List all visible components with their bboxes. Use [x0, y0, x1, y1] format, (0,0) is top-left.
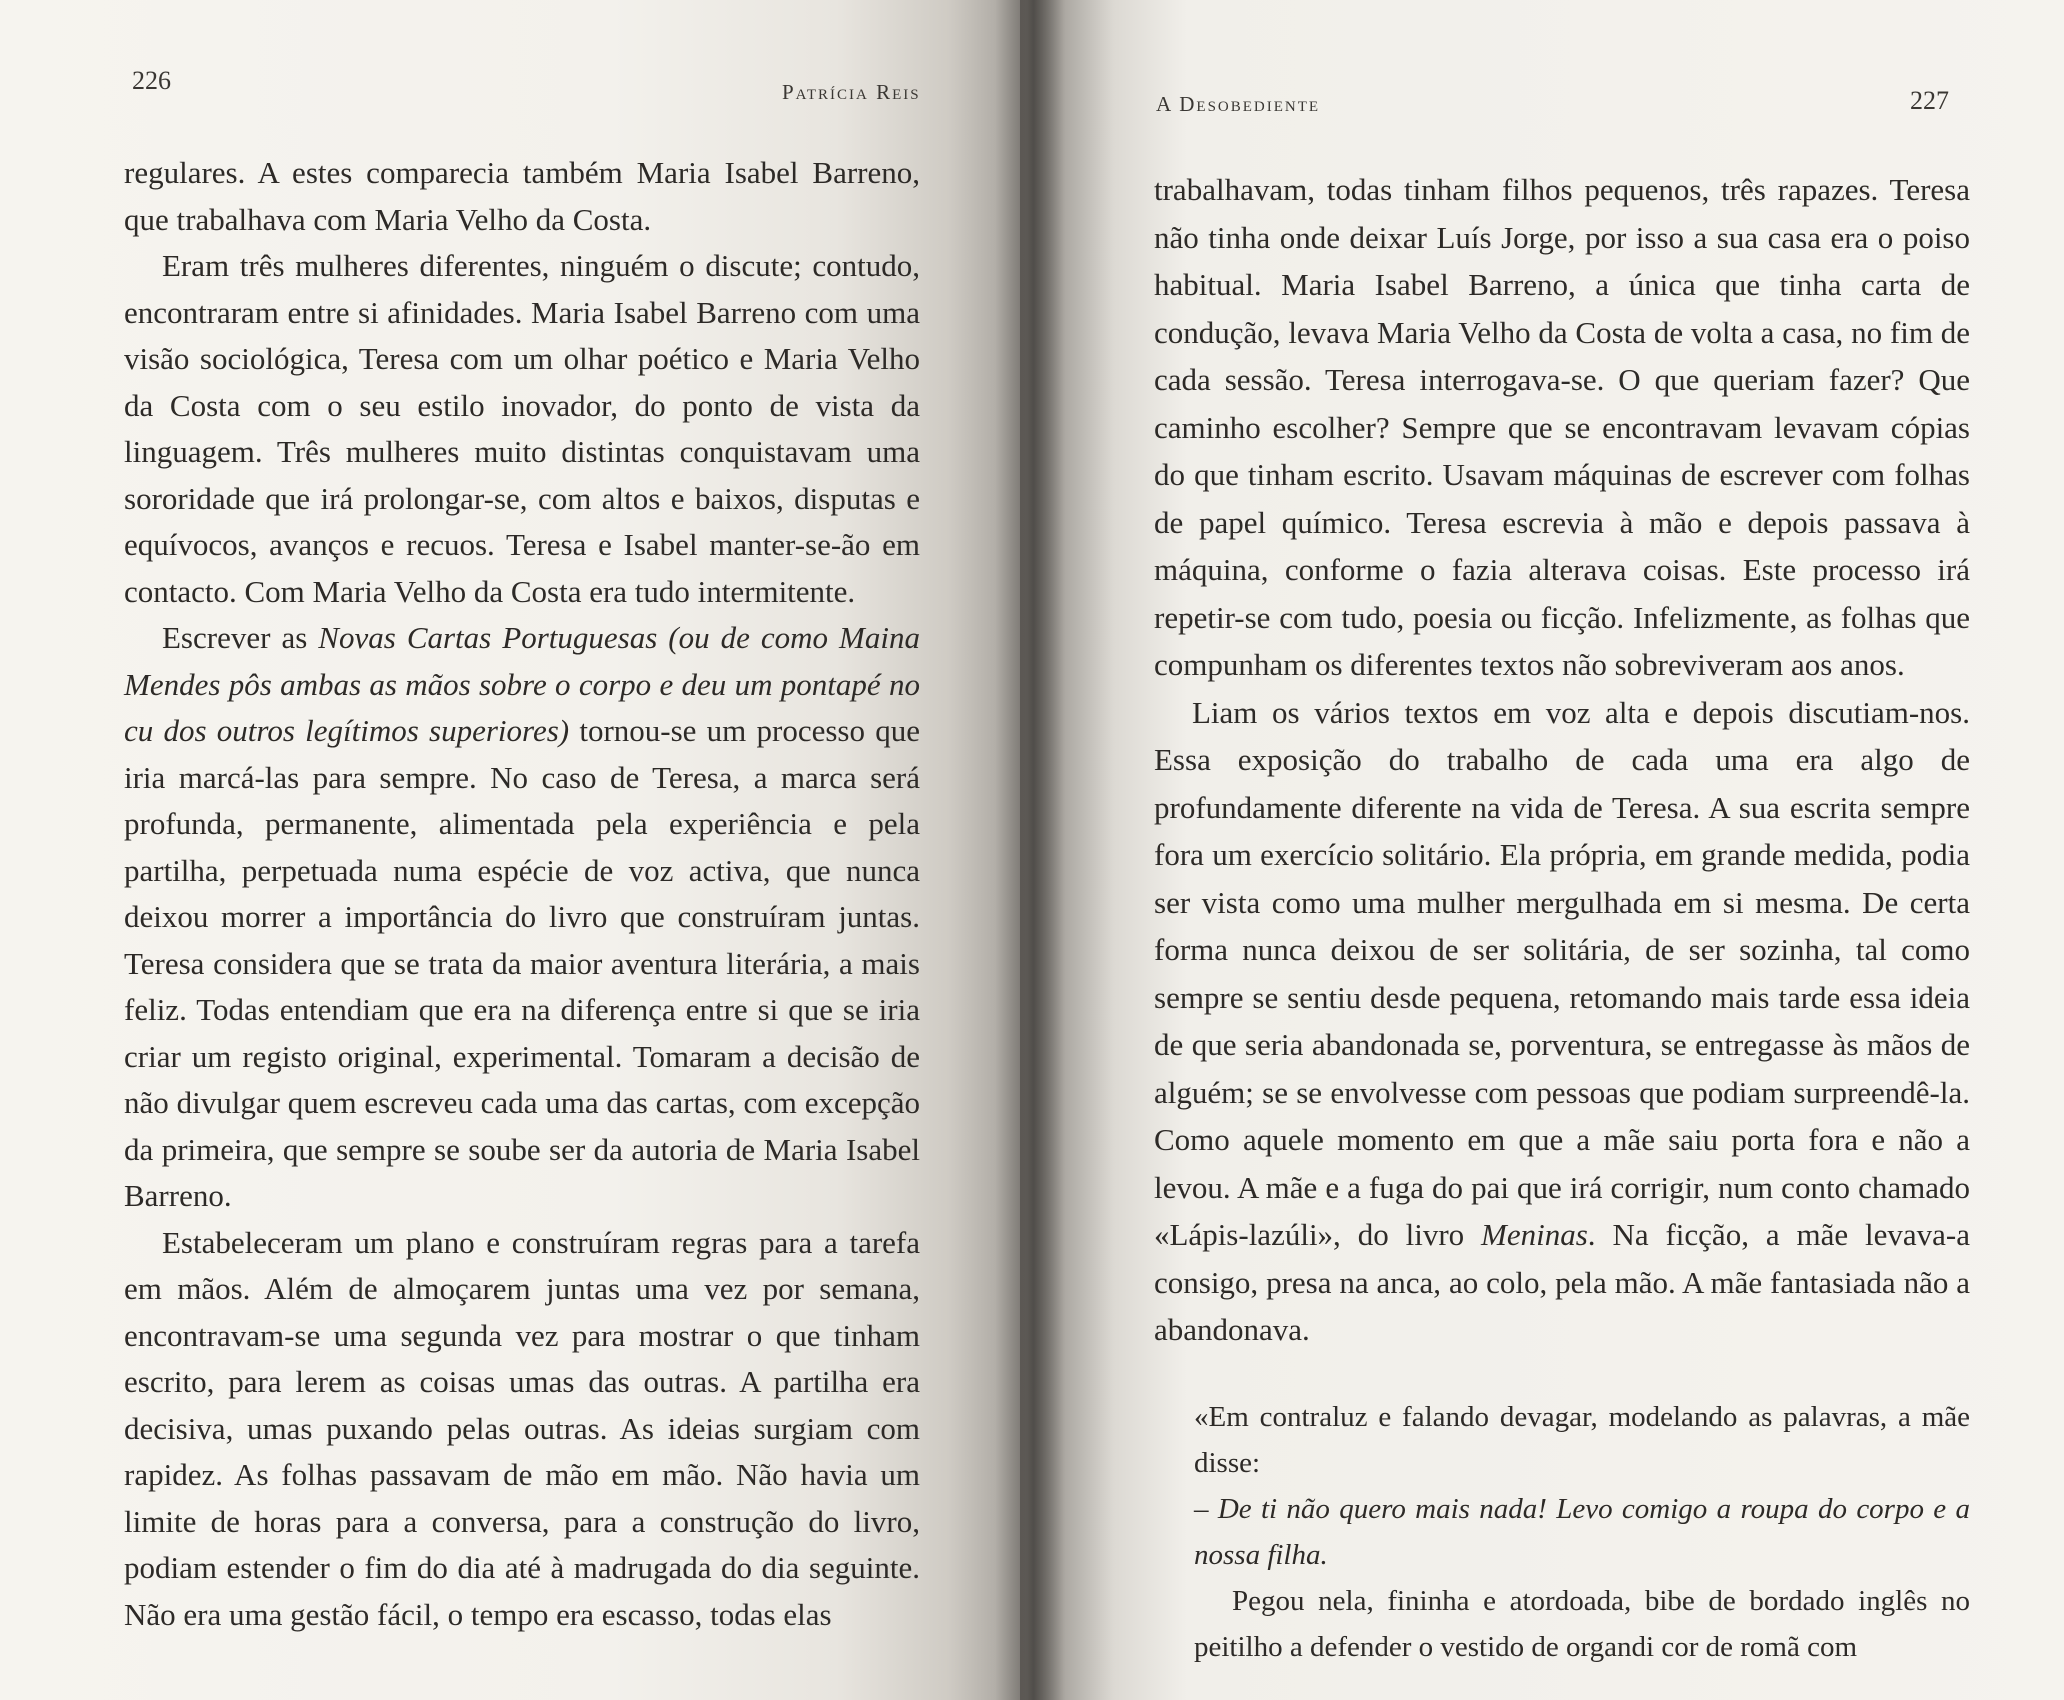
paragraph-text: tornou-se um processo que iria marcá-las para sempre. No caso de Teresa, a marca será profunda, permanente, alimentada pela experiência e pela partilha, perpetuada numa espécie de voz activa, que nunca deixou morrer a importância do livro que construíram juntas. Teresa considera que se trata da maior aventura literária, a mais feliz. Todas entendiam que era na diferença entre si que se iria criar um registo original, experimental. Tomaram a decisão de não divulgar quem escreveu cada uma das cartas, com excepção da primeira, que sempre se soube ser da autoria de Maria Isabel Barreno. — [124, 713, 920, 1213]
paragraph-text: Liam os vários textos em voz alta e depois discutiam-nos. Essa exposição do trabalho de cada uma era algo de profundamente diferente na vida de Teresa. A sua escrita sempre fora um exercício solitário. Ela própria, em grande medida, podia ser vista como uma mulher mergulhada em si mesma. De certa forma nunca deixou de ser solitária, de ser sozinha, tal como sempre se sentiu desde pequena, retomando mais tarde essa ideia de que seria abandonada se, porventura, se entregasse às mãos de alguém; se se envolvesse com pessoas que podiam surpreendê-la. Como aquele momento em que a mãe saiu porta fora e não a levou. A mãe e a fuga do pai que irá corrigir, num conto chamado «Lápis-lazúli», do livro — [1154, 694, 1970, 1252]
paragraph: trabalhavam, todas tinham filhos pequenos, três rapazes. Teresa não tinha onde deixar Luís Jorge, por isso a sua casa era o poiso habitual. Maria Isabel Barreno, a única que tinha carta de condução, levava Maria Velho da Costa de volta a casa, no fim de cada sessão. Teresa interrogava-se. O que queriam fazer? Que caminho escolher? Sempre que se encontravam levavam cópias do que tinham escrito. Usavam máquinas de escrever com folhas de papel químico. Teresa escrevia à mão e depois passava à máquina, conforme o fazia alterava coisas. Este processo irá repetir-se com tudo, poesia ou ficção. Infelizmente, as folhas que compunham os diferentes textos não sobreviveram aos anos. — [1154, 172, 1970, 682]
quote-dialogue — [1194, 1486, 1970, 1578]
book-gutter-shadow — [995, 0, 1065, 1700]
paragraph — [124, 615, 920, 1220]
running-head-author: Patrícia Reis — [782, 80, 921, 104]
left-page — [0, 0, 1020, 1700]
running-head-title: A Desobediente — [1156, 92, 1321, 116]
quote-line: «Em contraluz e falando devagar, modelando as palavras, a mãe disse: — [1194, 1400, 1970, 1479]
paragraph — [1154, 689, 1970, 1354]
paragraph-text: Escrever as — [162, 620, 319, 655]
right-page-body — [1154, 166, 1970, 1670]
paragraph: Eram três mulheres diferentes, ninguém o discute; contudo, encontraram entre si afinidades. Maria Isabel Barreno com uma visão sociológica, Teresa com um olhar poético e Maria Velho da Costa com o seu estilo inovador, do ponto de vista da linguagem. Três mulheres muito distintas conquistavam uma sororidade que irá prolongar-se, com altos e baixos, disputas e equívocos, avanços e recuos. Teresa e Isabel manter-se-ão em contacto. Com Maria Velho da Costa era tudo intermitente. — [124, 248, 920, 609]
page-number: 227 — [1910, 86, 1949, 115]
page-number: 226 — [132, 66, 171, 95]
quote-line: Pegou nela, fininha e atordoada, bibe de bordado inglês no peitilho a defender o vestido de organdi cor de romã com — [1194, 1584, 1970, 1663]
left-page-body — [124, 150, 920, 1638]
paragraph: regulares. A estes comparecia também Maria Isabel Barreno, que trabalhava com Maria Velho da Costa. — [124, 155, 920, 237]
paragraph: Estabeleceram um plano e construíram regras para a tarefa em mãos. Além de almoçarem juntas uma vez por semana, encontravam-se uma segunda vez para mostrar o que tinham escrito, para lerem as coisas umas das outras. A partilha era decisiva, umas puxando pelas outras. As ideias surgiam com rapidez. As folhas passavam de mão em mão. Não havia um limite de horas para a conversa, para a construção do livro, podiam estender o fim do dia até à madrugada do dia seguinte. Não era uma gestão fácil, o tempo era escasso, todas elas — [124, 1224, 920, 1632]
book-title-italic: Novas Cartas Portuguesas (ou de como Maina Mendes pôs ambas as mãos sobre o corpo e deu um pontapé no cu dos outros legítimos superiores) — [124, 620, 920, 748]
book-title-italic: Meninas — [1481, 1217, 1588, 1252]
paragraph-text: . Na ficção, a mãe levava-a consigo, presa na anca, ao colo, pela mão. A mãe fantasiada não a abandonava. — [1154, 1217, 1970, 1347]
quote-italic: – De ti não quero mais nada! Levo comigo a roupa do corpo e a nossa filha. — [1194, 1492, 1970, 1571]
right-page — [1020, 0, 2064, 1700]
block-quote — [1154, 1394, 1970, 1670]
